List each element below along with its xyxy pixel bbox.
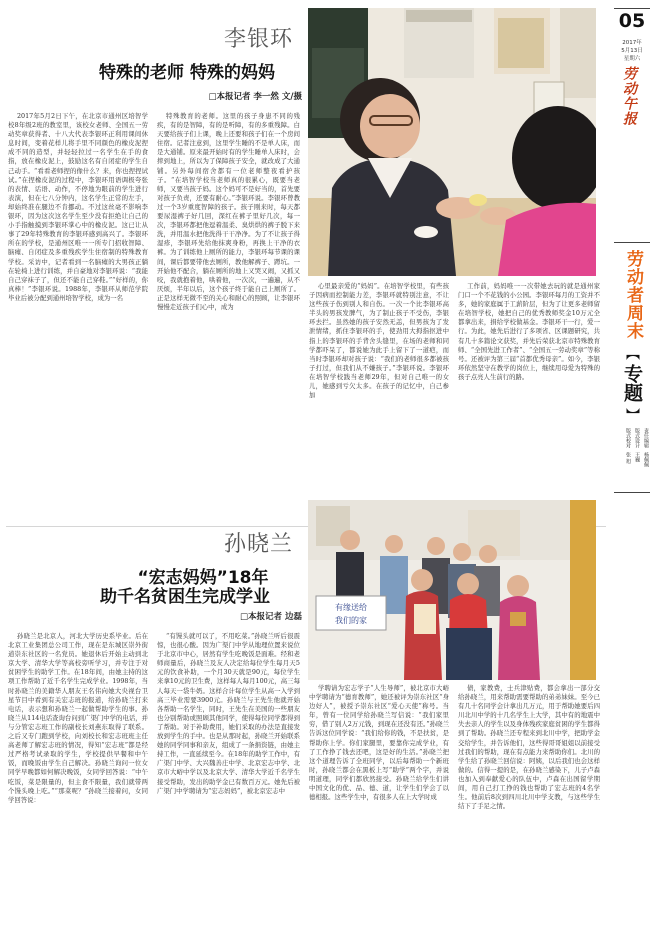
article2-column-4 <box>458 684 600 940</box>
section-special: 专题 <box>621 364 643 402</box>
bracket-close-glyph: 】 <box>624 408 640 422</box>
masthead-logo: 劳动午报 <box>621 66 637 126</box>
group-photo <box>308 500 596 680</box>
article2-column-3 <box>309 684 449 940</box>
sign-text-line1: 有缘送给 <box>335 603 367 612</box>
article1-column-4 <box>458 282 600 522</box>
sign-text-line2: 我们的家 <box>335 616 367 625</box>
article1-column-2 <box>157 112 300 520</box>
article2-column-4-text: 债，家教费，士兵津贴费，都会拿出一部分交给孙晓兰，用来帮助需要帮助的弟弟妹妹。至今已有几十名同学会计拿出几万元，用于帮助她要后四川北川中学的十几名学生上大学，其中有的地震中失去亲人的学生以及身体残疾家庭贫困的学生都得到了帮助。孙晓兰还专程来到北川中学，把助学金交给学生，并告诉他们，这些得哥哥姐姐以前接受过我们的帮助，现在有点能力来帮助你们。北川的学生给了孙晓兰回信说：阿姨，以后我们也会这样做的。信得一提的是，在孙晓兰感染下，儿子卢森也加入到奉献爱心的队伍中，卢森在出国留学期间，用自己打工挣的钱也帮助了宏志班的4名学生。他前后8次到四川北川中学支教，与这些学生结下了手足之情。 <box>458 684 600 811</box>
issue-weekday: 星期六 <box>623 56 641 62</box>
page-sidebar <box>611 0 652 946</box>
page-number: 05 <box>618 10 646 32</box>
section-bracket-close <box>614 408 650 425</box>
article1-headline: 特殊的老师 特殊的妈妈 <box>99 63 275 83</box>
article2-headline-line2: 助千名贫困生完成学业 <box>100 587 270 607</box>
editor-name: 杨佩佩 <box>643 452 649 467</box>
designer-label: 版式设计 <box>634 428 640 448</box>
designer-name: 王巍 <box>634 452 640 462</box>
bracket-open-glyph: 【 <box>624 346 640 360</box>
teacher-clay-photo <box>308 8 596 276</box>
article2-name: 孙晓兰 <box>224 532 294 557</box>
issue-year: 2017年 <box>622 40 642 46</box>
article2-column-1-text: 孙晓兰是北京人，河北大学历史系毕业。后在北京工业集团总公司工作，现在是东城区崇外街道崇东社区的一名党员。她退休后开始主动到北京大学、清华大学等高校旁听学习，并专注于对贫困学生的助学工作。在18年间，由她主持的这项工作帮助了近千名学生完成学业。1998年，当时孙晓兰的美籍华人朋友王名伟向她大央视台卫星节目中看到有关宏志班的报道，给孙晓兰打来电话，表示想和孙晓兰一起做帮助学生的事。孙晓兰从114电话查询台问到广渠门中学的电话，并与分管宏志班工作的副校长刘燕东取得了联系。之后又专门跑到学校，向刘校长和宏志班班主任高老师了解宏志班的情况，得知“宏志班”都是经过严格考试录取的学生，学校提供早餐和中午饭，而晚饭由学生自己解决。孙晓兰询问一位女同学早晚都如何解决晚饭，女同学回答说：“中午吃饭，菜是限量的，但主食不限量，我们就带两个馒头晚上吃。”“那菜呢？”孙晓兰接着问，女同学回答说： <box>8 632 148 804</box>
article2-byline: □本报记者 边磊 <box>240 612 302 622</box>
issue-date: 5月13日 <box>621 48 643 54</box>
editor-label: 责任编辑 <box>643 428 649 448</box>
sidebar-bottom-line <box>614 492 650 493</box>
article2-column-1 <box>8 632 148 940</box>
article2-headline-line1: “宏志妈妈”18年 <box>137 568 269 588</box>
article2-column-3-text: 学聘请为宏志学子“人生导师”，被北京市大峪中学聘请为“德育教师”，她还被评为崇东社区“身边好人”，被授予崇东社区“爱心天使”称号。当年，曾有一位同学给孙晓兰写信说：“我们家里穷，借了别人2万元钱，到现在还没有还。”孙晓兰告诉这位同学说：“我们给你的钱，不是扶贫，是帮助你上学。你们家腿里，要靠你完成学业，有了工作挣了钱去还吧，这是好的生活。”孙晓兰把这个道理告诉了全班同学，以后每帮助一个新班时，孙晓兰都会在黑板上写“助学”两个字，并说明道理，同学们都欣然接受。孙晓兰给学生们讲中国文化的优、品、德、道，让学生们学会了以德相报。这些学生中，有很多人在上大学时成 <box>309 684 449 802</box>
article2-column-2-text: “有馒头就可以了，不用吃菜。”孙晓兰听后很震惊，也很心酸。因为广渠门中学从地理位置来说位于北京市中心，居然有学生吃晚饭是面难。经和老师商量后，孙晓兰及友人决定给每位学生每月天5元的饮食补助，一个月30天就是90元，每位学生来拿10元的卫生费，这样每人每月100元，高三每人每天一袋牛奶。这样合计每位学生从高一入学到高三毕业需要3900元。孙晓兰与王先生他就开始各帮助一名学生，同时，王先生在美国的一些朋友也分别帮助或照顾其他同学，使得每位同学都得到了帮助。对于补助费用，她们采取的办法是直接发放到学生的手中。也是从那时起，孙晓兰开始联系她的同学同事和亲友，组成了一条捐资链，由她主持工作，一直延续至今。在18年的助学工作中，有广渠门中学、大兴魏善庄中学、北京宏志中学、北京市大峪中学以及北京大学、清华大学近千名学生接受帮助，发出的助学金已有数百万元。她先后被广渠门中学聘请为“宏志妈妈”，被北京宏志中 <box>157 632 300 795</box>
article1-column-3 <box>309 282 449 522</box>
teacher-clay-illustration <box>308 8 596 276</box>
article1-column-1-text: 2017年5月2日下午，在北京市通州区培智学校8年级2班的教室里，该校女老师、全国五一劳动奖章获得者、十八大代表李银环正利用课间休息时间，变着花样儿将手里不同颜色的橡皮泥捏成不同的造型，并轻轻拉过一名学生在手的食指，放在橡皮泥上，鼓励这名有自闭症的学生自己动手。“看看老师捏的像什么？来，你也捏捏试试。”在捏橡皮泥的过程中，李银环用语调极夸张的表情、话语、动作，不停地为眼前的学生进行表演，但在七八分钟内，这名学生正常的左手，却始终准在腿边不肯挪动。不过这丝毫不影响李银环，因为这次这名学生至少没有拒绝让自己的小手指触摸到李银环掌心中的橡皮泥。这已让从事了29年特殊教育的李银环感到高兴了。李银环所在的学校，是通州区唯一一所专门招收智障、脑瘫、自闭症及多重残疾学生住宿制的特殊教育学校。采访中，记者看到一名脑瘫的大男孩正躺在轮椅上进行训练，并自豪地对李银环说：“我能自己穿袜子了，但还不能自己穿鞋。”“好样的，你真棒！”李银环说。1988年，李银环从师范学院毕业后被分配到通州培智学校，成为一名 <box>8 112 148 302</box>
article1-name: 李银环 <box>224 27 294 52</box>
section-title: 劳动者周末 <box>623 250 643 340</box>
sidebar-top-line <box>614 8 650 9</box>
group-illustration <box>308 500 596 680</box>
article1-column-4-text: 工作前，妈妈唯一一次带她去玩的就是通州家门口一个不花钱的小公园。李银环每月的工资并不多，她的家庭属于工薪阶层，但为了让更多老师留在培智学校，她把自己的优秀教师奖金10万元全都拿出来，捐给学校做基金。李银环干一行，爱一行。为此，她先后进行了多项省、区课题研究，共有几十多篇论文获奖，并先后荣获北京市特殊教育师、“全国先进工作者”、“全国五一劳动奖章”等称号。还被评为第三届“首都优秀母亲”。如今，李银环依然坚守在教学的岗位上，继续用母爱为特殊的孩子点亮人生前行的路。 <box>458 282 600 381</box>
article1-column-2-text: 特殊教育的老师。这里的孩子身患不同的残疾，有的是智障，有的是听障，有的多重残障。白天要给孩子们上课，晚上还要和孩子们在一个房间住宿。记者注意到，这里学生睡的不是单人床，而是大通铺。原来最开始时有的学生睡单人床时，会摔到地上，所以为了保障孩子安全，就改成了大通铺。另外每间宿舍都有一位老师整夜看护孩子。“在培智学校当老师真的很累心，既要当老师，又要当孩子妈。这个妈可不是好当的，首先要对孩子负责，还要有耐心。”李银环说。李银环曾教过一个3岁重度智障的孩子。孩子刚来时，每天都要尿湿裤子好几回，深红在裤子里好几次，每一次，李银环都把他逗着温柔、臭烘烘的裤子脱下来洗，并用温水把他洗得干干净净。为了不让孩子得湿疹，李银环先给他抹爽身粉，再换上干净的衣裤。为了训练他上厕所的能力，李银环每节课的课间，课后都要带他去厕所，教他解裤子、蹲坑。一开始他不配合，躺在厕所的地上又哭又闹，又抓又咬，我就抱着他，哄着他，一次次，一遍遍，从不厌烦，半年以后，这个孩子终于能自己上厕所了。正是这样无微不至的关心和耐心的照顾，让李银环慢慢走近孩子们心中，成为 <box>157 112 300 311</box>
section-bracket-open <box>614 346 650 363</box>
proof-label: 版式校对 <box>625 428 631 448</box>
credits-block <box>613 428 651 488</box>
article1-byline: □本报记者 李一然 文/摄 <box>208 92 302 102</box>
sidebar-mid-line <box>614 242 650 243</box>
article1-column-3-text: 心里最亲爱的“妈妈”。在培智学校里，有些孩子因病而控制能力差，李银环就特别注意，不让这些孩子伤到别人和自伤。一次一个比李银环高半头的男孩发脾气，为了制止孩子不受伤，李银环去拦。虽然她的孩子安然无恙，但男孩为了发泄情绪，抓住李银环的手，使劲用大拇指抠进中指上的李银环的手背舍头缝里，在场的老师和同学都吓呆了，都说她为此手上留下了一道疤，而当时李银环却对孩子说：“我们的老师很多都被孩子打过，但我们从不嫌孩子。”李银环说。李银环在培智学校践当老师29年，但对自己唯一的女儿，她感到亏欠太多。在孩子的记忆中，自己参加 <box>309 282 449 400</box>
article1-column-1 <box>8 112 148 520</box>
proof-name: 张 旭 <box>625 452 631 464</box>
article2-column-2 <box>157 632 300 940</box>
